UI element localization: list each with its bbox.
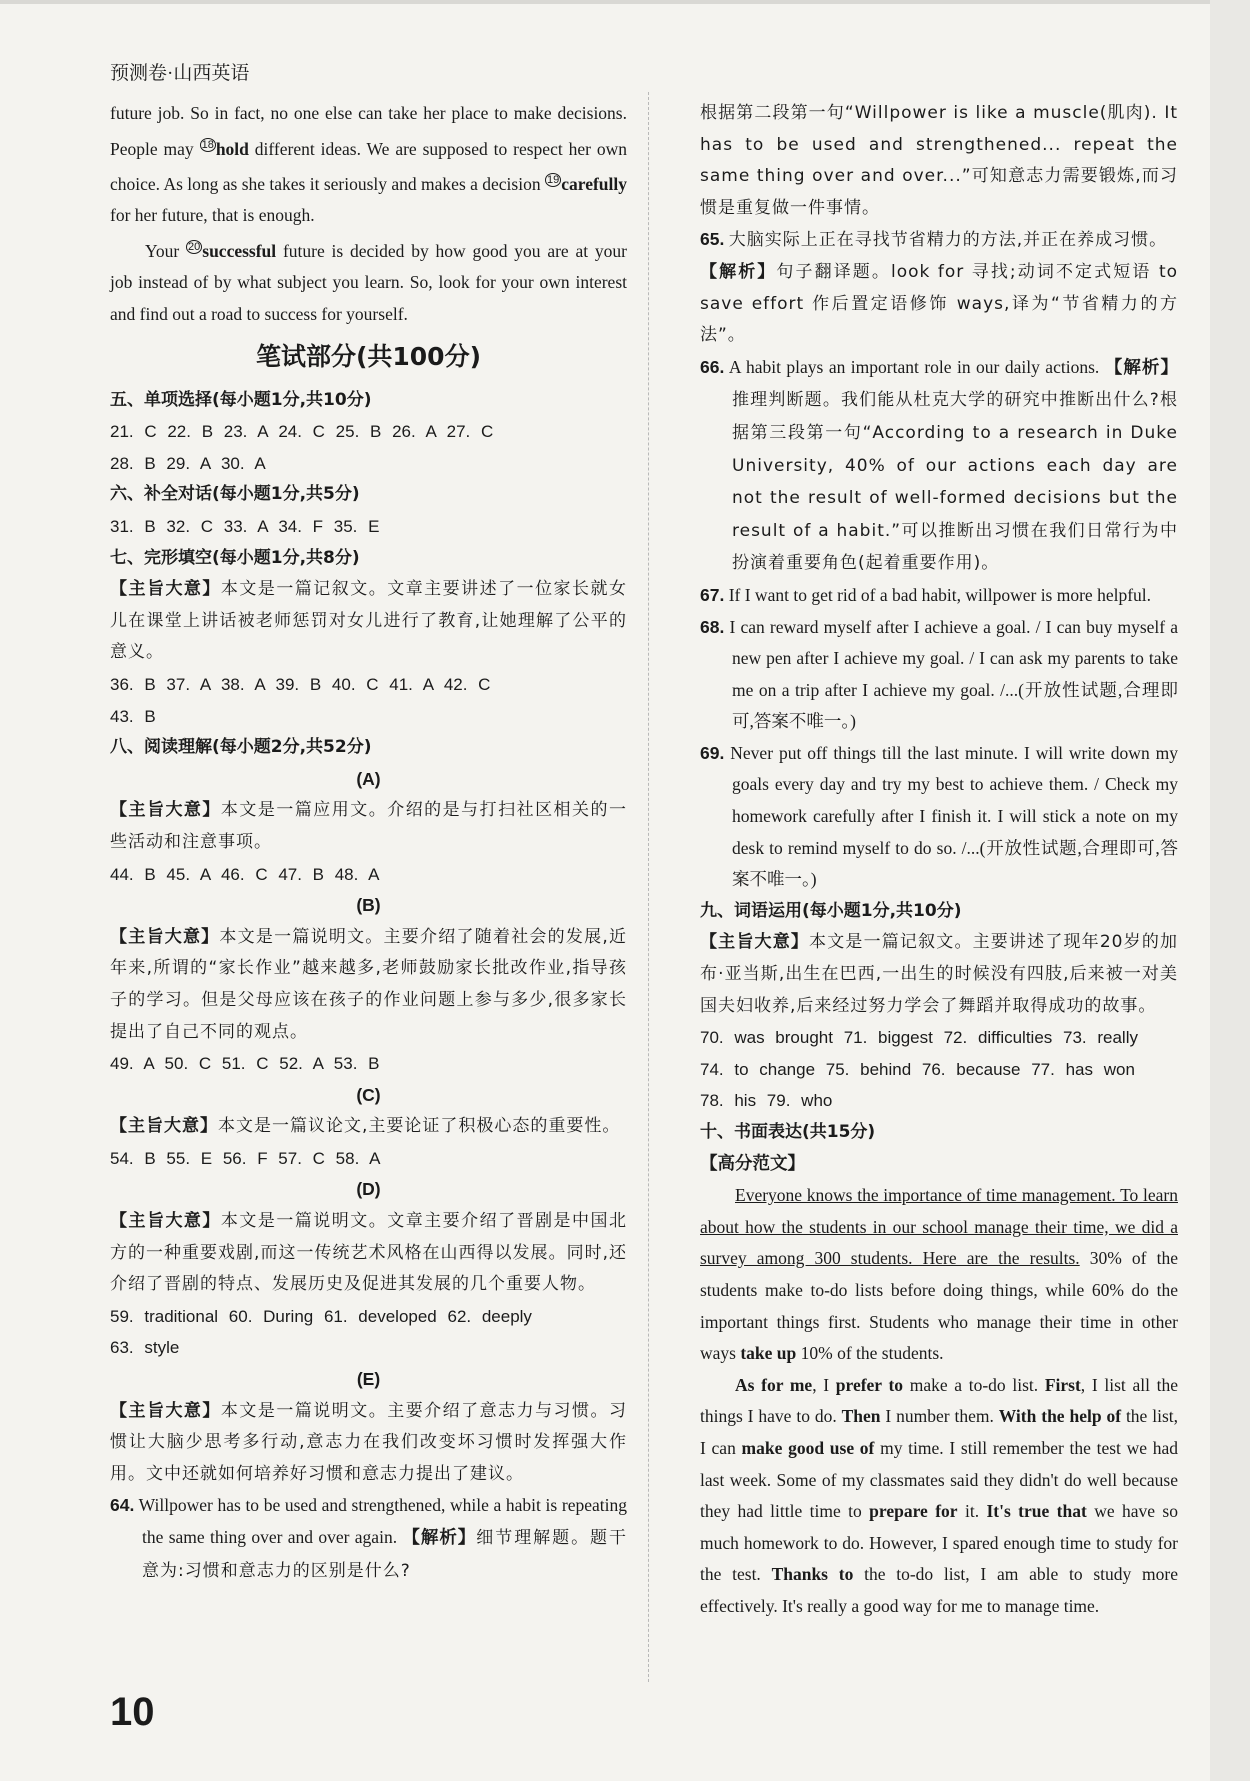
section-7-heading: 七、完形填空(每小题1分,共8分) [110, 547, 360, 568]
answer-line: 43. B [110, 706, 156, 726]
passage-c-label: (C) [356, 1084, 381, 1105]
page-number: 10 [110, 1690, 155, 1734]
answer-line: 36. B 37. A 38. A 39. B 40. C 41. A 42. C [110, 674, 491, 694]
answer-line: 49. A 50. C 51. C 52. A 53. B [110, 1054, 380, 1074]
question-65-explanation: 【解析】句子翻译题。look for 寻找;动词不定式短语 to save effort 作后置定语修饰 ways,译为“节省精力的方法”。 [700, 261, 1179, 346]
essay-paragraph-1: Everyone knows the importance of time management. To learn about how the students in our school manage their time, we did a survey among 300 students. Here are the results. 30% of the students make to-do lists before doing things, while 60% do the important things first. Students who manage their time in other ways take up 10% of the students. [700, 1185, 1178, 1364]
question-67: 67. If I want to get rid of a bad habit, willpower is more helpful. [700, 584, 1152, 605]
main-idea: 【主旨大意】本文是一篇说明文。主要介绍了随着社会的发展,近年来,所谓的“家长作业”越来越多,老师鼓励家长批改作业,指导孩子的学习。但是父母应该在孩子的作业问题上参与多少,很多家长提出了自己不同的观点。 [110, 926, 628, 1042]
section-5-heading: 五、单项选择(每小题1分,共10分) [110, 389, 372, 410]
passage-a-label: (A) [356, 768, 381, 789]
answer-line: 74. to change 75. behind 76. because 77. has won [700, 1059, 1135, 1079]
answer-line: 59. traditional 60. During 61. developed 62. deeply [110, 1306, 532, 1326]
answer-line: 31. B 32. C 33. A 34. F 35. E [110, 517, 380, 537]
page-header: 预测卷·山西英语 [110, 63, 250, 84]
main-idea: 【主旨大意】本文是一篇记叙文。文章主要讲述了一位家长就女儿在课堂上讲话被老师惩罚对女儿进行了教育,让她理解了公平的意义。 [110, 579, 628, 663]
section-10-heading: 十、书面表达(共15分) [700, 1122, 876, 1142]
passage-paragraph-2: Your $^{20}$ successful future is decided by how good you are at your job instead of by what subject you learn. So, look for your own interest and find out a road to success for yourself. [110, 240, 627, 325]
answer-line: 78. his 79. who [700, 1091, 833, 1111]
section-6-heading: 六、补全对话(每小题1分,共5分) [110, 484, 360, 505]
passage-paragraph-1: future job. So in fact, no one else can take her place to make decisions. People may $^{18}$ hold different ideas. We are supposed to respect her own choice. As long as she takes it seriously and makes a decision $^{19}$ carefully for her future, that is enough. [110, 103, 628, 226]
question-68: 68. I can reward myself after I achieve a goal. / I can buy myself a new pen after I achieve my goal. / I can ask my parents to take me on a trip after I achieve my goal. /...(开放性试题,合理即可,答案不唯一。) [700, 616, 1179, 732]
main-idea: 【主旨大意】本文是一篇说明文。主要介绍了意志力与习惯。习惯让大脑少思考多行动,意志力在我们改变坏习惯时发挥强大作用。文中还就如何培养好习惯和意志力提出了建议。 [110, 1400, 628, 1484]
answer-line: 70. was brought 71. biggest 72. difficulties 73. really [700, 1028, 1138, 1048]
answer-line: 28. B 29. A 30. A [110, 453, 266, 473]
question-64-continued: 根据第二段第一句“Willpower is like a muscle(肌肉). It has to be used and strengthened... repeat the same thing over and over...”可知意志力需要锻炼,而习惯是重复做一件事情。 [700, 103, 1178, 218]
top-edge [0, 0, 1250, 4]
page-edge-shadow [1210, 0, 1250, 1781]
right-column [700, 98, 1178, 1623]
question-69: 69. Never put off things till the last minute. I will write down my goals every day and try my best to achieve them. / Check my homework carefully after I finish it. I will stick a note on my desk to remind myself to do so. /...(开放性试题,合理即可,答案不唯一。) [700, 742, 1178, 890]
answer-line: 54. B 55. E 56. F 57. C 58. A [110, 1148, 381, 1168]
left-column [110, 98, 627, 1587]
section-9-heading: 九、词语运用(每小题1分,共10分) [700, 900, 962, 921]
main-idea: 【主旨大意】本文是一篇说明文。文章主要介绍了晋剧是中国北方的一种重要戏剧,而这一传统艺术风格在山西得以发展。同时,还介绍了晋剧的特点、发展历史及促进其发展的几个重要人物。 [110, 1211, 628, 1295]
answer-line: 63. style [110, 1338, 180, 1358]
passage-d-label: (D) [356, 1179, 381, 1200]
column-divider [648, 92, 649, 1682]
question-65: 65. 大脑实际上正在寻找节省精力的方法,并正在养成习惯。 [700, 229, 1168, 251]
written-section-title: 笔试部分(共100分) [255, 341, 482, 371]
main-idea: 【主旨大意】本文是一篇应用文。介绍的是与打扫社区相关的一些活动和注意事项。 [110, 800, 628, 852]
question-64: 64. Willpower has to be used and strengthened, while a habit is repeating the same thing over and over again. 【解析】细节理解题。题干意为:习惯和意志力的区别是什么? [110, 1495, 628, 1581]
passage-b-label: (B) [356, 895, 381, 916]
main-idea: 【主旨大意】本文是一篇议论文,主要论证了积极心态的重要性。 [110, 1116, 621, 1137]
question-66: 66. A habit plays an important role in our daily actions. 【解析】推理判断题。我们能从杜克大学的研究中推断出什么?根据第三段第一句“According to a research in Duke University, 40% of our actions each day are not the result of well-formed decisions but the result of a habit.”可以推断出习惯在我们日常行为中扮演着重要角色(起着重要作用)。 [700, 356, 1179, 574]
main-idea: 【主旨大意】本文是一篇记叙文。主要讲述了现年20岁的加布·亚当斯,出生在巴西,一出生的时候没有四肢,后来被一对美国夫妇收养,后来经过努力学会了舞蹈并取得成功的故事。 [700, 932, 1178, 1016]
model-essay-label: 【高分范文】 [700, 1153, 805, 1174]
answer-line: 21. C 22. B 23. A 24. C 25. B 26. A 27. C [110, 422, 494, 442]
section-8-heading: 八、阅读理解(每小题2分,共52分) [110, 737, 372, 758]
passage-e-label: (E) [356, 1369, 381, 1390]
answer-line: 44. B 45. A 46. C 47. B 48. A [110, 864, 380, 884]
essay-paragraph-2: As for me, I prefer to make a to-do list. First, I list all the things I have to do. Then I number them. With the help of the list, I can make good use of my time. I still remember the test we had last week. Some of my classmates said they didn't do well because they had little time to prepare for it. It's true that we have so much homework to do. However, I spared enough time to study for the test. Thanks to the to-do list, I am able to study more effectively. It's really a good way for me to manage time. [700, 1374, 1179, 1616]
